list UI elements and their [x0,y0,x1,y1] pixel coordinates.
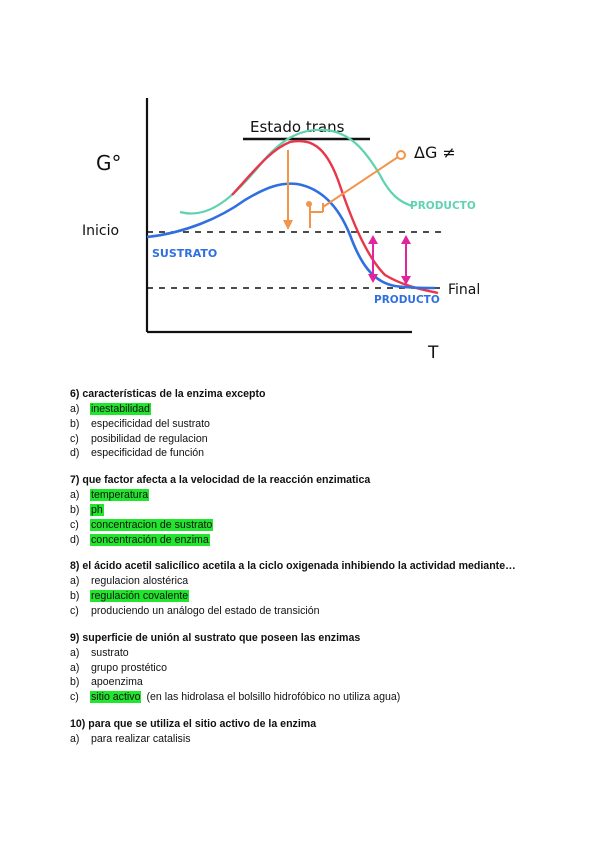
option-list [70,574,540,618]
orange-arrow-head [283,220,293,230]
option-letter: d) [70,533,80,546]
option-letter: a) [70,403,80,415]
highlighted-answer: ph [91,503,103,516]
energy-diagram [0,0,600,370]
option-list [70,402,540,461]
option-text: especificidad del sustrato [91,417,210,430]
orange-pointer-dot [397,151,405,159]
option-letter: a) [70,732,80,745]
question-title: 9) superficie de unión al sustrato que poseen las enzimas [70,631,361,644]
question-block [70,559,540,618]
question-block [70,631,540,705]
highlighted-answer: concentración de enzima [91,533,209,546]
question-block [70,473,540,547]
option-text: grupo prostético [91,661,167,674]
option-text: especificidad de función [91,447,205,460]
option-list [70,646,540,705]
option-item [70,518,540,533]
question-title: 6) características de la enzima excepto [70,388,266,400]
delta-g-label: ΔG ≠ [414,143,456,162]
question-title: 7) que factor afecta a la velocidad de la reacción enzimatica [70,474,371,487]
highlighted-answer: concentracion de sustrato [91,518,213,531]
option-letter: b) [70,417,80,430]
option-text: posibilidad de regulacion [91,432,208,445]
option-letter: a) [70,646,80,659]
question-block [70,717,540,747]
option-letter: c) [70,691,79,704]
option-item [70,732,540,747]
option-item [70,690,540,705]
producto-top-label: PRODUCTO [410,200,476,212]
option-item [70,604,540,619]
question-block [70,387,540,461]
option-item [70,675,540,690]
orange-bracket-dot [306,201,312,207]
option-item [70,574,540,589]
option-item [70,533,540,548]
option-text: para realizar catalisis [91,732,191,745]
option-list [70,732,540,747]
highlighted-answer: sitio activo [91,691,141,704]
orange-pointer-line [323,157,398,207]
option-list [70,488,540,547]
option-text: sustrato [91,646,129,659]
option-letter: a) [70,575,80,588]
option-letter: a) [70,489,80,502]
option-item [70,402,540,417]
red-curve [232,141,438,293]
option-letter: b) [70,676,80,689]
option-item [70,417,540,432]
option-text: produciendo un análogo del estado de transición [91,604,320,617]
option-letter: c) [70,518,79,531]
sustrato-label: SUSTRATO [152,247,218,260]
highlighted-answer: temperatura [91,489,149,502]
option-item [70,589,540,604]
questions-list [70,387,540,759]
magenta-arrow-1-top [368,235,378,244]
final-label: Final [448,282,481,298]
option-letter: d) [70,447,80,460]
y-axis-label: G° [96,151,122,175]
magenta-arrow-2-top [401,235,411,244]
estado-trans-label: Estado trans [250,118,345,136]
option-text: apoenzima [91,676,143,689]
option-item [70,446,540,461]
option-item [70,661,540,676]
option-item [70,432,540,447]
option-text: regulacion alostérica [91,575,189,588]
highlighted-answer: regulación covalente [91,590,189,603]
question-title: 8) el ácido acetil salicílico acetila a la ciclo oxigenada inhibiendo la actividad mediante… [70,560,516,573]
option-letter: b) [70,503,80,516]
x-axis-label: T [428,343,439,363]
option-letter: b) [70,590,80,603]
option-letter: c) [70,604,79,617]
option-item [70,488,540,503]
producto-bottom-label: PRODUCTO [374,294,440,306]
option-letter: a) [70,661,80,674]
highlighted-answer: inestabilidad [91,403,150,415]
option-item [70,503,540,518]
option-letter: c) [70,432,79,445]
question-title: 10) para que se utiliza el sitio activo de la enzima [70,717,317,730]
blue-curve [147,184,435,288]
inicio-label: Inicio [82,223,120,239]
option-note: (en las hidrolasa el bolsillo hidrofóbico no utiliza agua) [146,691,401,704]
option-item [70,646,540,661]
